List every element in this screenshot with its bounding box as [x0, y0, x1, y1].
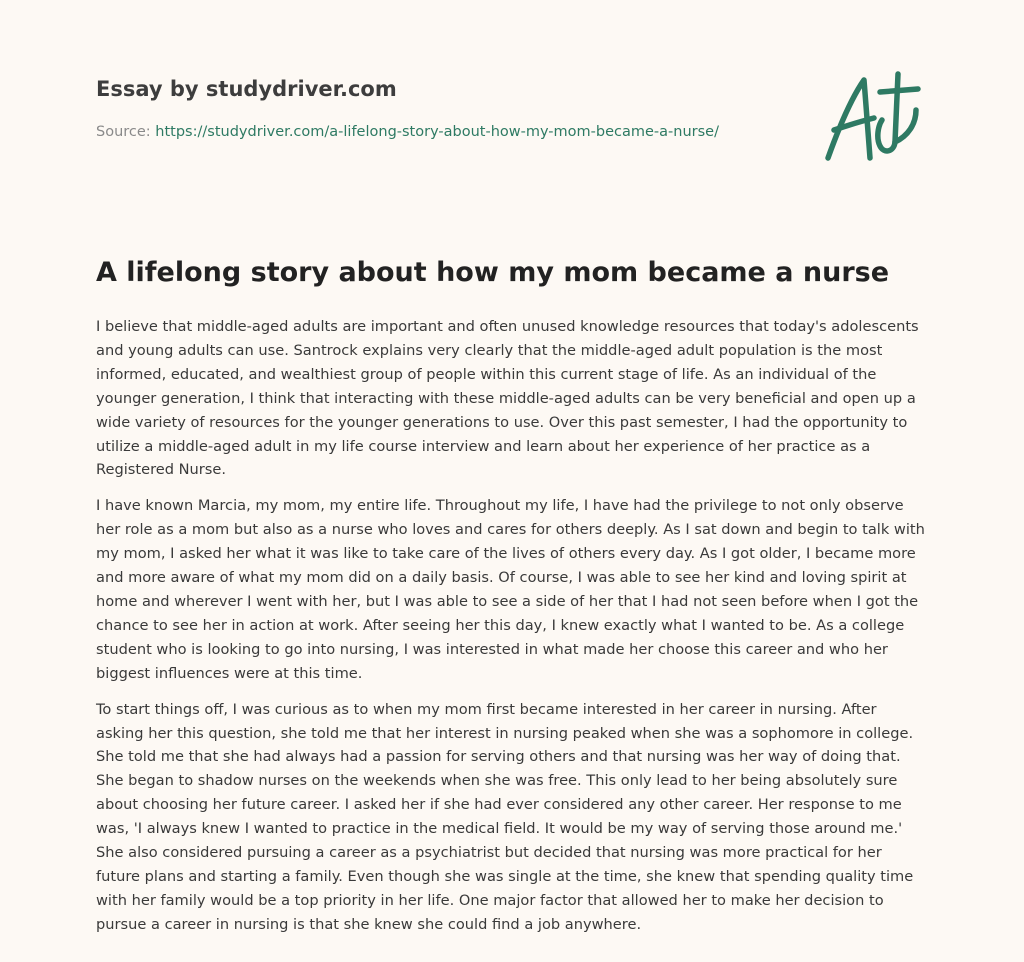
essay-by-heading: Essay by studydriver.com	[96, 77, 397, 101]
paragraph: To start things off, I was curious as to when my mom first became interested in her career in nursing. After asking her this question, she told me that her interest in nursing peaked when she was a sophomore in college. She told me that she had always had a passion for serving others and that nursing was her way of doing that. She began to shadow nurses on the weekends when she was free. This only lead to her being absolutely sure about choosing her future career. I asked her if she had ever considered any other career. Her response to me was, 'I always knew I wanted to practice in the medical field. It would be my way of serving those around me.' She also considered pursuing a career as a psychiatrist but decided that nursing was more practical for her future plans and starting a family. Even though she was single at the time, she knew that spending quality time with her family would be a top priority in her life. One major factor that allowed her to make her decision to pursue a career in nursing is that she knew she could find a job anywhere.	[96, 700, 914, 933]
essay-title: A lifelong story about how my mom became a nurse	[96, 257, 890, 288]
paragraph: I believe that middle-aged adults are important and often unused knowledge resources that today's adolescents and young adults can use. Santrock explains very clearly that the middle-aged adult population is the most informed, educated, and wealthiest group of people within this current stage of life. As an individual of the younger generation, I think that interacting with these middle-aged adults can be very beneficial and open up a wide variety of resources for the younger generations to use. Over this past semester, I had the opportunity to utilize a middle-aged adult in my life course interview and learn about her experience of her practice as a Registered Nurse.	[96, 318, 919, 479]
source-line	[96, 124, 719, 140]
paragraph: I have known Marcia, my mom, my entire life. Throughout my life, I have had the privilege to not only observe her role as a mom but also as a nurse who loves and cares for others deeply. As I sat down and begin to talk with my mom, I asked her what it was like to take care of the lives of others every day. As I got older, I became more and more aware of what my mom did on a daily basis. Of course, I was able to see her kind and loving spirit at home and wherever I went with her, but I was able to see a side of her that I had not seen before when I got the chance to see her in action at work. After seeing her this day, I knew exactly what I wanted to be. As a college student who is looking to go into nursing, I was interested in what made her choose this career and who her biggest influences were at this time.	[96, 497, 925, 682]
source-link[interactable]: https://studydriver.com/a-lifelong-story-about-how-my-mom-became-a-nurse/	[155, 124, 719, 140]
source-label: Source:	[96, 124, 156, 140]
essay-body	[96, 315, 926, 949]
a-plus-logo-icon	[812, 66, 932, 166]
